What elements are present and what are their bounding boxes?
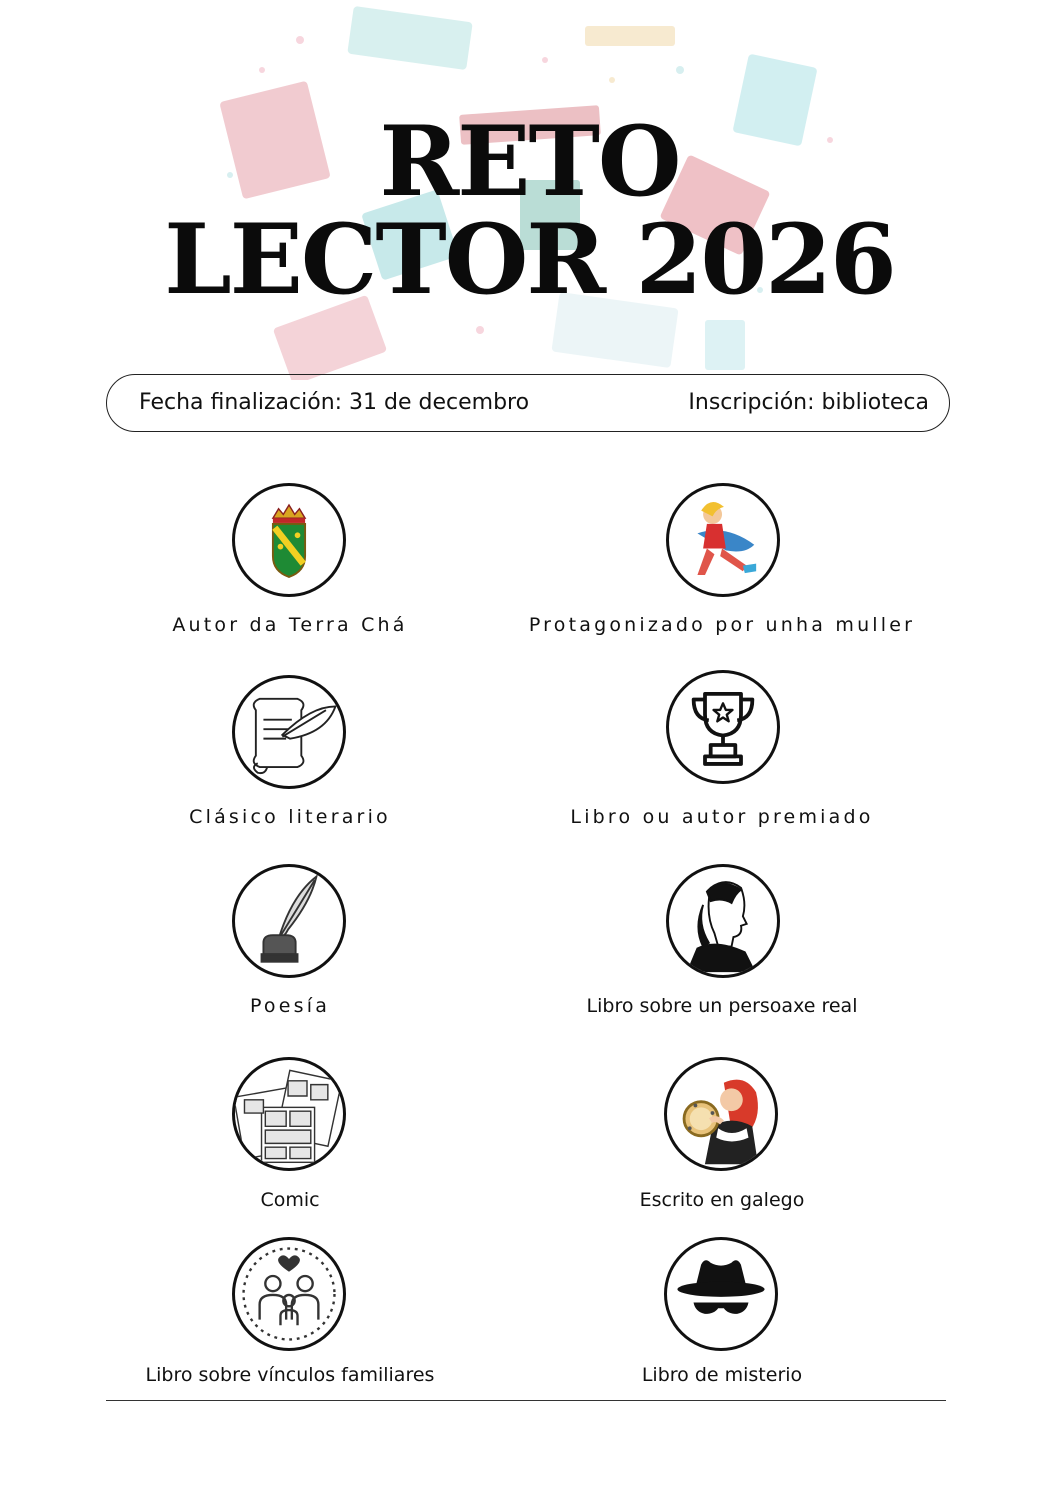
- coat-of-arms-icon: [232, 483, 346, 597]
- challenge-label: Libro ou autor premiado: [570, 806, 874, 828]
- trophy-icon: [666, 670, 780, 784]
- challenge-label: Libro sobre un persoaxe real: [586, 995, 858, 1017]
- challenge-label: Protagonizado por unha muller: [528, 614, 916, 636]
- detective-icon: [664, 1237, 778, 1351]
- portrait-icon: [666, 864, 780, 978]
- challenge-label: Libro de misterio: [641, 1364, 803, 1386]
- challenge-label: Escrito en galego: [639, 1189, 805, 1211]
- scroll-quill-icon: [232, 675, 346, 789]
- family-icon: [232, 1237, 346, 1351]
- challenge-label: Clásico literario: [189, 806, 391, 828]
- galician-tambourine-icon: [664, 1057, 778, 1171]
- superheroine-icon: [666, 483, 780, 597]
- challenge-label: Comic: [260, 1189, 320, 1211]
- challenge-label: Poesía: [249, 995, 331, 1017]
- info-banner: [106, 374, 950, 432]
- challenge-label: Libro sobre vínculos familiares: [145, 1364, 435, 1386]
- challenge-label: Autor da Terra Chá: [172, 614, 408, 636]
- quill-inkwell-icon: [232, 864, 346, 978]
- deadline-text: Fecha finalización: 31 de decembro: [139, 390, 530, 415]
- bottom-divider: [106, 1400, 946, 1401]
- registration-text: Inscripción: biblioteca: [688, 390, 929, 415]
- page-title-line-1: RETO: [379, 105, 680, 218]
- page-title-line-2: LECTOR 2026: [164, 203, 895, 316]
- comic-pages-icon: [232, 1057, 346, 1171]
